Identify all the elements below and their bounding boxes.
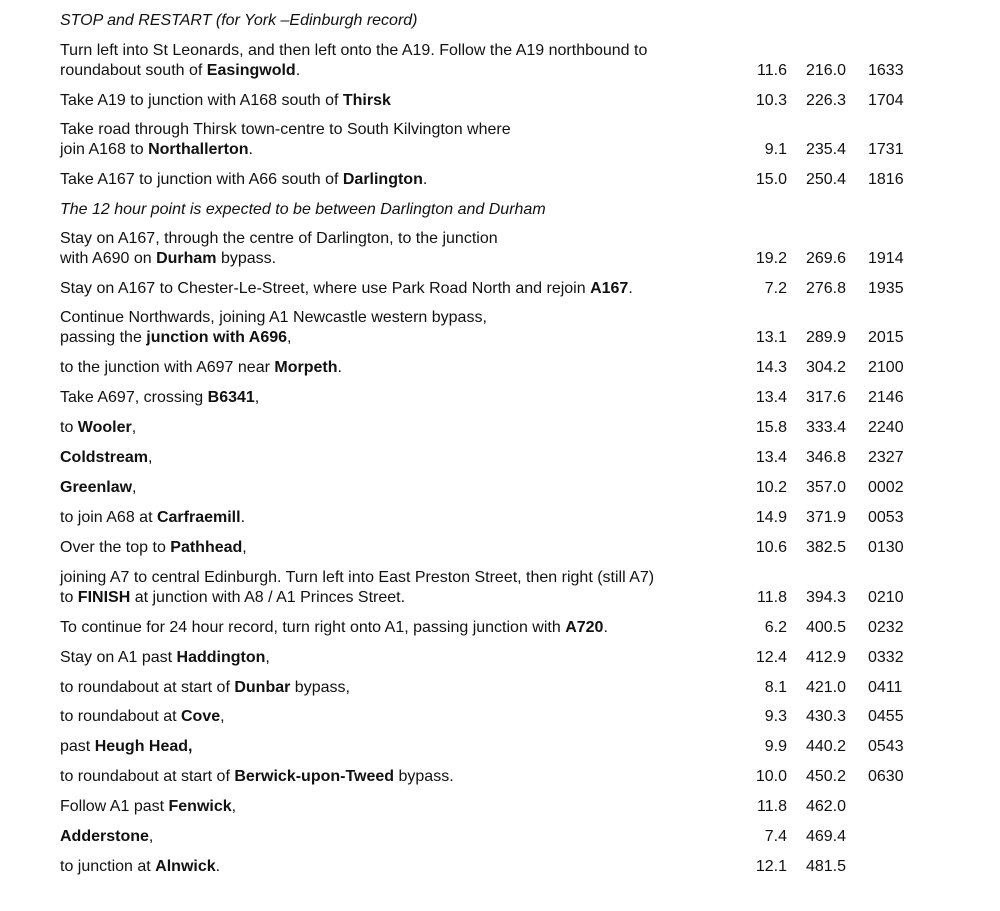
route-step-text (60, 418, 136, 438)
text-segment: , (220, 708, 225, 725)
scheduled-time: 0630 (868, 768, 904, 785)
route-step-text (60, 41, 647, 61)
route-step-text (60, 388, 259, 408)
place-name: Wooler (77, 419, 132, 436)
place-name: Easingwold (206, 62, 296, 79)
text-segment: to roundabout at start of (60, 679, 235, 696)
stage-distance: 15.8 (755, 419, 787, 436)
place-name: B6341 (207, 389, 255, 406)
stage-distance: 10.0 (755, 768, 787, 785)
cumulative-distance: 469.4 (805, 828, 846, 845)
text-segment: bypass. (216, 250, 277, 267)
route-step-text (60, 827, 153, 847)
route-step-text (60, 249, 276, 269)
text-segment: Take A697, crossing (60, 389, 208, 406)
twelve-hour-note: The 12 hour point is expected to be between Darlington and Durham (60, 201, 546, 218)
section-title: STOP and RESTART (for York –Edinburgh record) (60, 12, 418, 29)
text-segment: Follow A1 past (60, 798, 169, 815)
scheduled-time: 0332 (868, 649, 904, 666)
route-step-text (60, 588, 405, 608)
stage-distance: 12.1 (755, 858, 787, 875)
stage-distance: 12.4 (755, 649, 787, 666)
text-segment: Take road through Thirsk town-centre to South Kilvington where (60, 121, 511, 138)
text-segment: , (131, 419, 137, 436)
route-step-text (60, 328, 291, 348)
text-segment: joining A7 to central Edinburgh. Turn left into East Preston Street, then right (still A7) (60, 569, 655, 586)
text-segment: , (265, 649, 270, 666)
route-step-text (60, 478, 136, 498)
text-segment: bypass. (394, 768, 454, 785)
cumulative-distance: 421.0 (805, 679, 846, 696)
place-name: Northallerton (148, 141, 249, 158)
text-segment: passing the (60, 329, 147, 346)
cumulative-distance: 269.6 (805, 250, 846, 267)
place-name: FINISH (77, 589, 131, 606)
scheduled-time: 1935 (868, 280, 904, 297)
route-step-text (60, 767, 454, 787)
stage-distance: 14.3 (755, 359, 787, 376)
place-name: Greenlaw (60, 479, 133, 496)
place-name: Fenwick (168, 798, 232, 815)
cumulative-distance: 276.8 (805, 280, 846, 297)
text-segment: bypass, (290, 679, 350, 696)
place-name: Darlington (342, 171, 423, 188)
route-step-text (60, 538, 247, 558)
stage-distance: 9.9 (764, 738, 787, 755)
route-step-text (60, 170, 427, 190)
text-segment: to the junction with A697 near (60, 359, 275, 376)
place-name: A720 (565, 619, 604, 636)
place-name: A167 (590, 280, 629, 297)
cumulative-distance: 462.0 (805, 798, 846, 815)
stage-distance: 11.8 (757, 798, 787, 815)
text-segment: , (132, 479, 137, 496)
text-segment: Continue Northwards, joining A1 Newcastle western bypass, (60, 309, 487, 326)
text-segment: past (60, 738, 95, 755)
route-step-text (60, 308, 487, 328)
place-name: junction with A696 (146, 329, 288, 346)
text-segment: join A168 to (60, 141, 149, 158)
scheduled-time: 0130 (868, 539, 904, 556)
text-segment: , (231, 798, 237, 815)
scheduled-time: 0411 (868, 679, 903, 696)
scheduled-time: 0455 (868, 708, 904, 725)
cumulative-distance: 333.4 (805, 419, 846, 436)
stage-distance: 13.4 (755, 449, 787, 466)
scheduled-time: 1816 (868, 171, 904, 188)
cumulative-distance: 317.6 (805, 389, 846, 406)
place-name: Pathhead (170, 539, 243, 556)
text-segment: at junction with A8 / A1 Princes Street. (130, 589, 406, 606)
text-segment: . (248, 141, 253, 158)
stage-distance: 10.6 (755, 539, 787, 556)
text-segment: . (628, 280, 633, 297)
cumulative-distance: 357.0 (805, 479, 846, 496)
route-step-text (60, 568, 654, 588)
place-name: Durham (156, 250, 217, 267)
text-segment: with A690 on (60, 250, 157, 267)
place-name: Heugh Head, (94, 738, 193, 755)
scheduled-time: 1704 (868, 92, 904, 109)
text-segment: to (60, 419, 78, 436)
stage-distance: 13.1 (755, 329, 787, 346)
stage-distance: 11.6 (757, 62, 787, 79)
text-segment: to (60, 589, 78, 606)
cumulative-distance: 346.8 (805, 449, 846, 466)
route-step-text (60, 707, 225, 727)
cumulative-distance: 400.5 (805, 619, 846, 636)
route-step-text (60, 618, 608, 638)
place-name: Haddington (176, 649, 266, 666)
stage-distance: 15.0 (755, 171, 787, 188)
cumulative-distance: 250.4 (805, 171, 846, 188)
stage-distance: 13.4 (755, 389, 787, 406)
text-segment: Take A167 to junction with A66 south of (60, 171, 343, 188)
cumulative-distance: 304.2 (805, 359, 846, 376)
scheduled-time: 0232 (868, 619, 904, 636)
scheduled-time: 0543 (868, 738, 904, 755)
stage-distance: 9.3 (764, 708, 787, 725)
scheduled-time: 0002 (868, 479, 904, 496)
cumulative-distance: 235.4 (805, 141, 846, 158)
stage-distance: 8.1 (764, 679, 787, 696)
text-segment: Stay on A167 to Chester-Le-Street, where use Park Road North and rejoin (60, 280, 591, 297)
stage-distance: 14.9 (755, 509, 787, 526)
text-segment: to roundabout at (60, 708, 181, 725)
text-segment: , (287, 329, 292, 346)
text-segment: Turn left into St Leonards, and then left onto the A19. Follow the A19 northbound to (60, 42, 648, 59)
text-segment: . (240, 509, 246, 526)
text-segment: to junction at (60, 858, 156, 875)
route-step-text (60, 857, 220, 877)
cumulative-distance: 430.3 (805, 708, 846, 725)
cumulative-distance: 216.0 (805, 62, 846, 79)
scheduled-time: 2100 (868, 359, 904, 376)
stage-distance: 7.2 (764, 280, 787, 297)
stage-distance: 10.3 (755, 92, 787, 109)
text-segment: Stay on A1 past (60, 649, 177, 666)
text-segment: . (295, 62, 301, 79)
stage-distance: 10.2 (755, 479, 787, 496)
text-segment: roundabout south of (60, 62, 207, 79)
text-segment: To continue for 24 hour record, turn right onto A1, passing junction with (60, 619, 566, 636)
text-segment: to roundabout at start of (60, 768, 235, 785)
place-name: Carfraemill (156, 509, 241, 526)
scheduled-time: 1633 (868, 62, 904, 79)
stage-distance: 9.1 (764, 141, 787, 158)
route-step-text (60, 120, 511, 140)
route-step-text (60, 448, 152, 468)
scheduled-time: 2327 (868, 449, 904, 466)
route-step-text (60, 648, 270, 668)
cumulative-distance: 382.5 (805, 539, 846, 556)
scheduled-time: 0210 (868, 589, 904, 606)
stage-distance: 11.8 (757, 589, 787, 606)
scheduled-time: 2146 (868, 389, 904, 406)
place-name: Morpeth (274, 359, 338, 376)
route-step-text (60, 91, 391, 111)
route-step-text (60, 140, 253, 160)
text-segment: , (242, 539, 247, 556)
cumulative-distance: 394.3 (805, 589, 846, 606)
scheduled-time: 1914 (868, 250, 904, 267)
place-name: Dunbar (234, 679, 291, 696)
place-name: Coldstream (60, 449, 149, 466)
cumulative-distance: 371.9 (805, 509, 846, 526)
cumulative-distance: 226.3 (805, 92, 846, 109)
scheduled-time: 2240 (868, 419, 904, 436)
stage-distance: 19.2 (755, 250, 787, 267)
text-segment: , (254, 389, 260, 406)
cumulative-distance: 450.2 (805, 768, 846, 785)
text-segment: Over the top to (60, 539, 171, 556)
route-step-text (60, 61, 300, 81)
place-name: Thirsk (342, 92, 391, 109)
place-name: Berwick-upon-Tweed (234, 768, 395, 785)
route-step-text (60, 358, 342, 378)
stage-distance: 6.2 (764, 619, 787, 636)
scheduled-time: 1731 (868, 141, 904, 158)
route-step-text (60, 737, 192, 757)
place-name: Cove (180, 708, 221, 725)
cumulative-distance: 289.9 (805, 329, 846, 346)
place-name: Adderstone (60, 828, 149, 845)
text-segment: , (148, 449, 153, 466)
scheduled-time: 0053 (868, 509, 904, 526)
route-step-text (60, 797, 236, 817)
text-segment: . (337, 359, 342, 376)
text-segment: . (422, 171, 428, 188)
route-step-text (60, 678, 350, 698)
route-step-text (60, 508, 245, 528)
place-name: Alnwick (155, 858, 216, 875)
cumulative-distance: 440.2 (805, 738, 846, 755)
scheduled-time: 2015 (868, 329, 904, 346)
text-segment: , (148, 828, 154, 845)
route-step-text (60, 229, 498, 249)
text-segment: . (215, 858, 221, 875)
cumulative-distance: 412.9 (805, 649, 846, 666)
text-segment: to join A68 at (60, 509, 157, 526)
stage-distance: 7.4 (764, 828, 787, 845)
route-step-text (60, 279, 633, 299)
text-segment: Take A19 to junction with A168 south of (60, 92, 343, 109)
text-segment: Stay on A167, through the centre of Darlington, to the junction (60, 230, 498, 247)
cumulative-distance: 481.5 (805, 858, 846, 875)
text-segment: . (603, 619, 608, 636)
